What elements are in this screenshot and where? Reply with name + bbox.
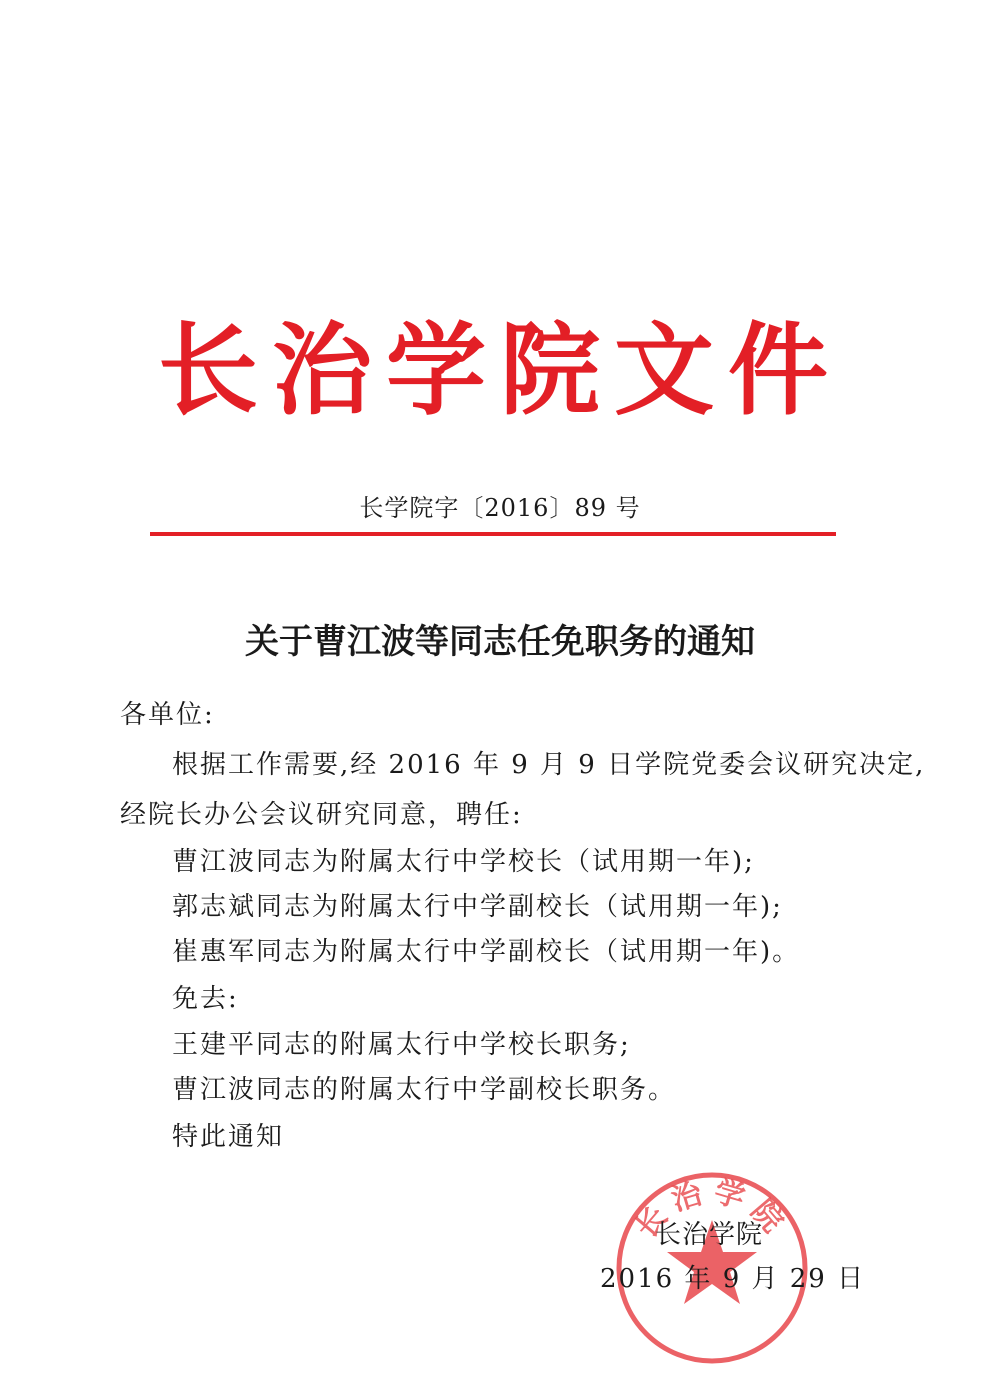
seal-text: 长治学院 [628, 1173, 796, 1246]
body-paragraph-line-2: 经院长办公会议研究同意，聘任: [120, 800, 523, 830]
signature-date: 2016 年 9 月 29 日 [600, 1264, 866, 1294]
red-divider-line [150, 532, 836, 536]
removal-heading: 免去: [172, 984, 239, 1014]
appointment-item: 郭志斌同志为附属太行中学副校长（试用期一年); [172, 892, 783, 922]
removal-item: 曹江波同志的附属太行中学副校长职务。 [172, 1075, 677, 1105]
salutation: 各单位: [120, 700, 215, 730]
signer-name: 长治学院 [655, 1220, 764, 1250]
body-paragraph-line-1: 根据工作需要,经 2016 年 9 月 9 日学院党委会议研究决定, [172, 750, 926, 780]
document-number: 长学院字〔2016〕89 号 [359, 494, 641, 522]
closing-line: 特此通知 [172, 1122, 285, 1152]
appointment-item: 崔惠军同志为附属太行中学副校长（试用期一年)。 [172, 937, 801, 967]
appointment-item: 曹江波同志为附属太行中学校长（试用期一年); [172, 847, 755, 877]
removal-item: 王建平同志的附属太行中学校长职务; [172, 1030, 631, 1060]
document-header-title: 长治学院文件 [158, 311, 842, 429]
notice-title: 关于曹江波等同志任免职务的通知 [245, 622, 755, 662]
